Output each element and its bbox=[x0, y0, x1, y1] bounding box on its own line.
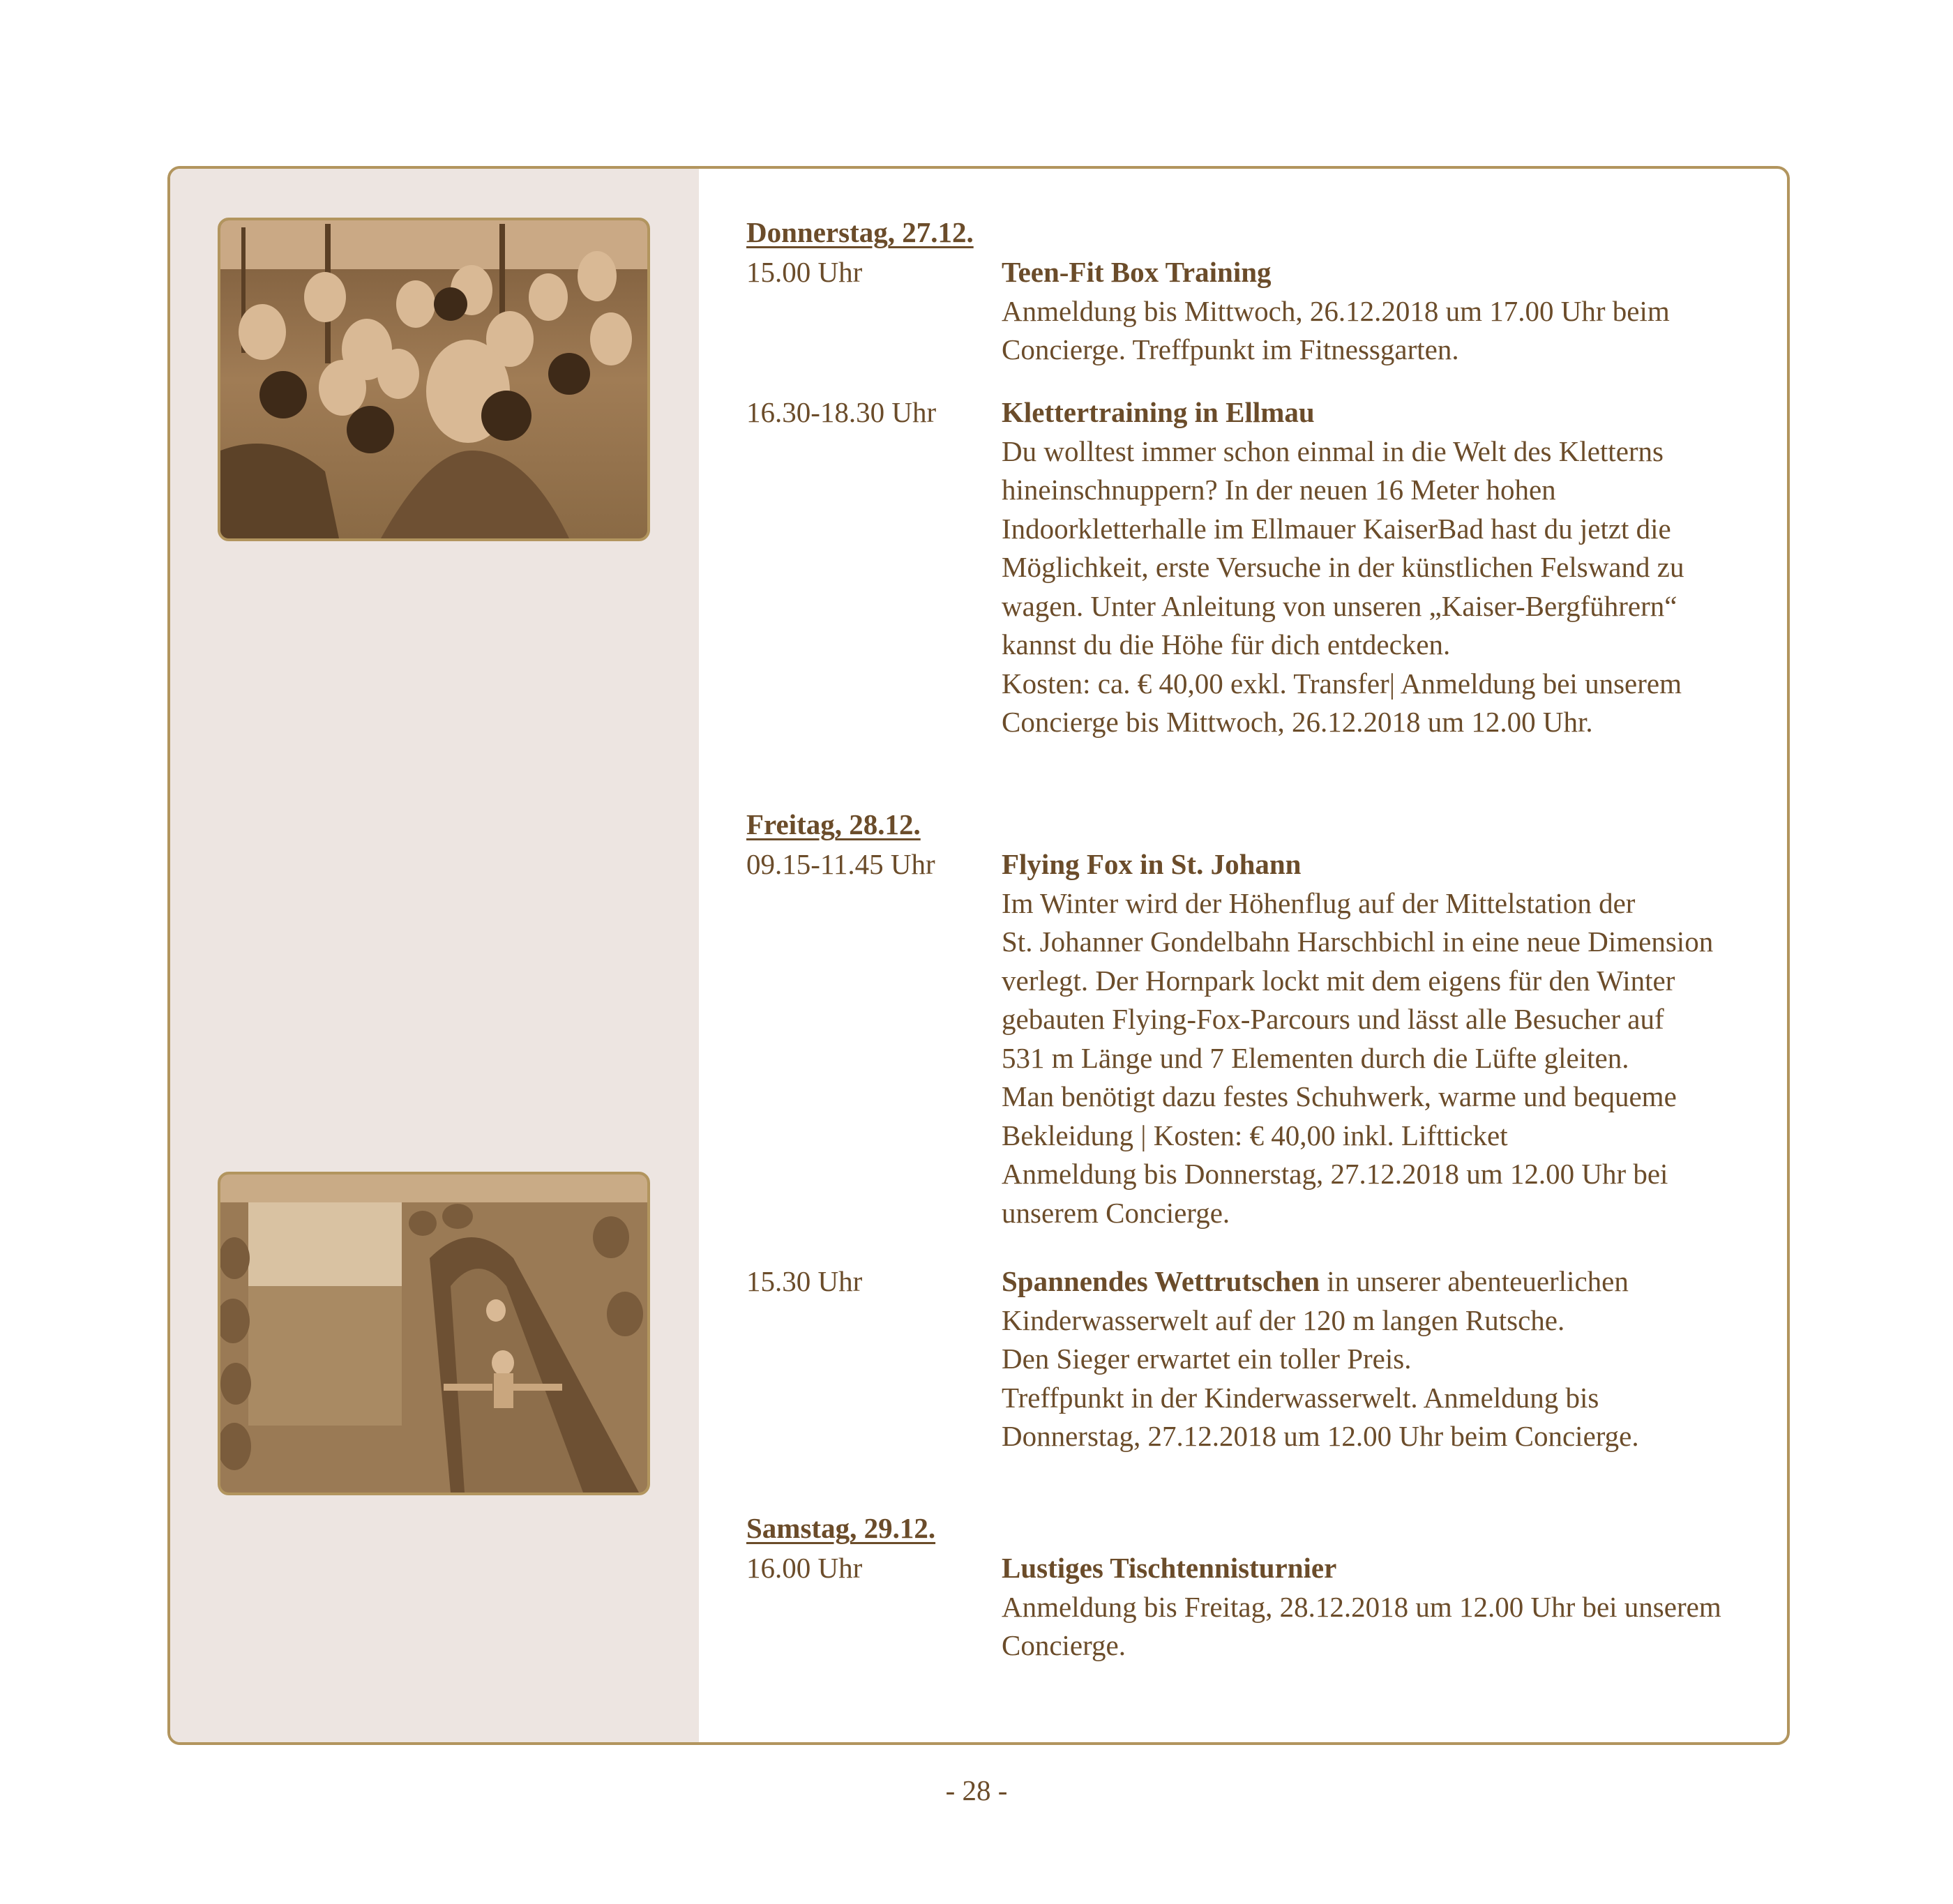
day-heading: Donnerstag, 27.12. bbox=[746, 216, 974, 248]
event-text-line: Den Sieger erwartet ein toller Preis. bbox=[1002, 1343, 1412, 1375]
event-text-line: St. Johanner Gondelbahn Harschbichl in eine neue Dimension bbox=[1002, 925, 1714, 958]
water-slide-photo bbox=[218, 1172, 650, 1495]
event-body bbox=[1002, 845, 1755, 1232]
photo-sidebar bbox=[170, 169, 699, 1742]
event-text-line: Concierge bis Mittwoch, 26.12.2018 um 12.00 Uhr. bbox=[1002, 706, 1593, 738]
event-body bbox=[1002, 253, 1755, 370]
event-body bbox=[1002, 393, 1755, 742]
event-body bbox=[1002, 1262, 1755, 1456]
event-text-line: Anmeldung bis Freitag, 28.12.2018 um 12.00 Uhr bei unserem bbox=[1002, 1590, 1721, 1623]
event-text-line: Kosten: ca. € 40,00 exkl. Transfer| Anmeldung bei unserem bbox=[1002, 667, 1682, 700]
event-text-line: wagen. Unter Anleitung von unseren „Kaiser-Bergführern“ bbox=[1002, 589, 1677, 622]
event-text-line: Im Winter wird der Höhenflug auf der Mittelstation der bbox=[1002, 886, 1636, 919]
event-text-line: Concierge. Treffpunkt im Fitnessgarten. bbox=[1002, 333, 1459, 365]
event-text-line: unserem Concierge. bbox=[1002, 1196, 1230, 1229]
event-text-line: Bekleidung | Kosten: € 40,00 inkl. Liftticket bbox=[1002, 1119, 1508, 1151]
event-text-line: Treffpunkt in der Kinderwasserwelt. Anmeldung bis bbox=[1002, 1381, 1599, 1414]
event-text-line: gebauten Flying-Fox-Parcours und lässt alle Besucher auf bbox=[1002, 1003, 1664, 1035]
event-text-line: Indoorkletterhalle im Ellmauer KaiserBad hast du jetzt die bbox=[1002, 512, 1671, 545]
event-title-rest: in unserer abenteuerlichen bbox=[1320, 1265, 1629, 1297]
event-time: 15.00 Uhr bbox=[746, 256, 863, 288]
event-title: Klettertraining in Ellmau bbox=[1002, 396, 1315, 428]
event-text-line: Concierge. bbox=[1002, 1629, 1126, 1661]
day-heading: Samstag, 29.12. bbox=[746, 1512, 936, 1544]
event-text-line: hineinschnuppern? In der neuen 16 Meter hohen bbox=[1002, 474, 1556, 506]
event-title: Spannendes Wettrutschen bbox=[1002, 1265, 1320, 1297]
day-heading: Freitag, 28.12. bbox=[746, 808, 921, 840]
event-time: 16.30-18.30 Uhr bbox=[746, 396, 937, 428]
event-text-line: Kinderwasserwelt auf der 120 m langen Rutsche. bbox=[1002, 1304, 1565, 1336]
event-time: 09.15-11.45 Uhr bbox=[746, 848, 935, 880]
event-text-line: Anmeldung bis Donnerstag, 27.12.2018 um 12.00 Uhr bei bbox=[1002, 1158, 1668, 1190]
event-text-line: Donnerstag, 27.12.2018 um 12.00 Uhr beim Concierge. bbox=[1002, 1420, 1639, 1452]
event-text-line: verlegt. Der Hornpark lockt mit dem eigens für den Winter bbox=[1002, 964, 1675, 997]
event-body bbox=[1002, 1549, 1755, 1665]
event-text-line: 531 m Länge und 7 Elementen durch die Lüfte gleiten. bbox=[1002, 1041, 1629, 1074]
event-text-line: Du wolltest immer schon einmal in die Welt des Kletterns bbox=[1002, 435, 1664, 467]
event-title: Teen-Fit Box Training bbox=[1002, 256, 1272, 288]
event-text-line: Man benötigt dazu festes Schuhwerk, warme und bequeme bbox=[1002, 1080, 1677, 1112]
event-time: 15.30 Uhr bbox=[746, 1265, 863, 1297]
event-text-line: Möglichkeit, erste Versuche in der künstlichen Felswand zu bbox=[1002, 551, 1684, 583]
event-title-line bbox=[1002, 1262, 1755, 1301]
event-time: 16.00 Uhr bbox=[746, 1552, 863, 1584]
boxing-group-photo bbox=[218, 218, 650, 541]
event-text-line: Anmeldung bis Mittwoch, 26.12.2018 um 17.00 Uhr beim bbox=[1002, 294, 1670, 327]
event-title: Lustiges Tischtennisturnier bbox=[1002, 1552, 1337, 1584]
schedule-content bbox=[746, 169, 1751, 1742]
event-title: Flying Fox in St. Johann bbox=[1002, 848, 1302, 880]
page-number: - 28 - bbox=[945, 1774, 1008, 1806]
program-frame bbox=[167, 166, 1790, 1745]
event-text-line: kannst du die Höhe für dich entdecken. bbox=[1002, 628, 1451, 660]
